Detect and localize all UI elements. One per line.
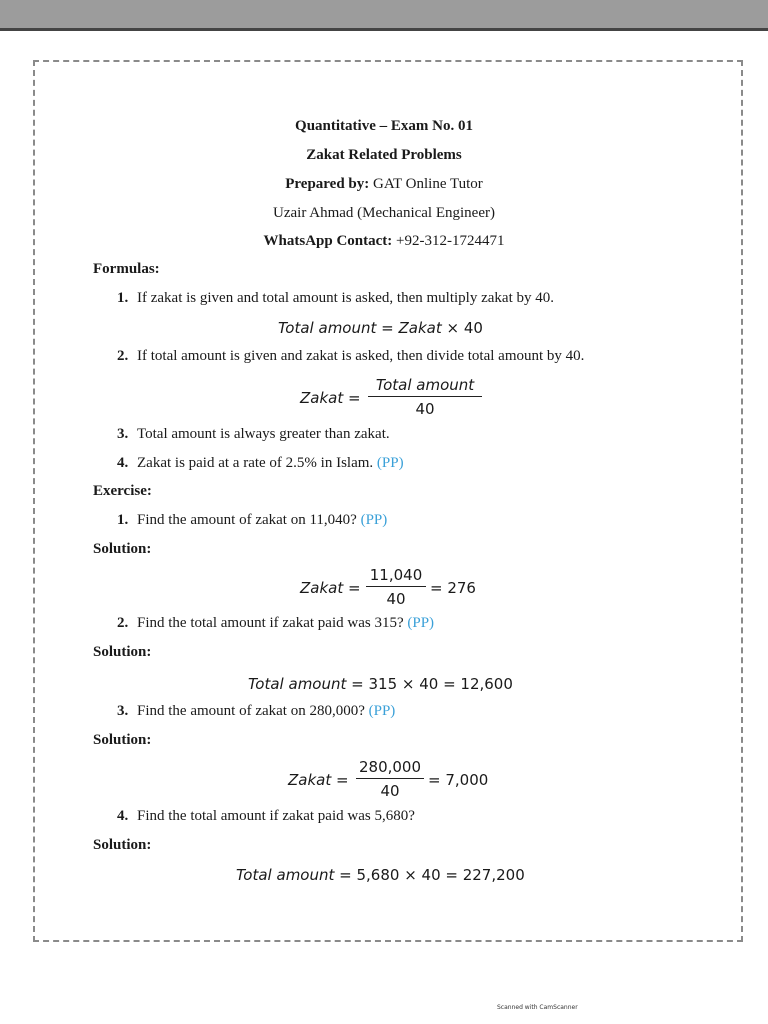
prepared-by-label: Prepared by:: [285, 176, 370, 192]
formula-text: Total amount is always greater than zakat.: [137, 426, 390, 442]
eq2-lhs-group: [300, 389, 361, 408]
eq-op: =: [376, 319, 399, 337]
eq-lhs: Total amount: [236, 866, 335, 884]
eq-lhs: Zakat: [300, 579, 344, 597]
eq-op: =: [343, 389, 361, 407]
formula-text: If total amount is given and zakat is asked, then divide total amount by 40.: [137, 348, 585, 364]
formula-text: If zakat is given and total amount is asked, then multiply zakat by 40.: [137, 290, 554, 306]
formula-item-2: [117, 348, 584, 365]
formula-item-1: [117, 290, 554, 307]
question-4: [117, 808, 415, 825]
fraction-denominator: 40: [386, 590, 406, 608]
list-number: 3.: [117, 703, 129, 719]
author-line: Uzair Ahmad (Mechanical Engineer): [273, 205, 495, 221]
eq-rhs: Zakat: [398, 319, 442, 337]
eq-lhs: Total amount: [248, 675, 347, 693]
fraction-denominator: 40: [380, 782, 400, 800]
eq-op: =: [331, 771, 349, 789]
fraction-numerator: 280,000: [356, 758, 424, 779]
question-text: Find the amount of zakat on 11,040?: [137, 512, 357, 528]
equation-total-from-zakat: [278, 319, 483, 338]
list-number: 4.: [117, 455, 129, 471]
question-text: Find the total amount if zakat paid was 315?: [137, 615, 404, 631]
list-number: 2.: [117, 615, 129, 631]
eq-lhs: Total amount: [278, 319, 377, 337]
prepared-by-line: [0, 176, 768, 193]
list-number: 1.: [117, 512, 129, 528]
eq-rest: = 5,680 × 40 = 227,200: [334, 866, 525, 884]
exercise-heading: Exercise:: [93, 483, 152, 499]
fraction-280000-over-40: [356, 758, 424, 800]
contact-value: +92-312-1724471: [392, 233, 505, 249]
pp-tag: (PP): [368, 703, 396, 719]
solution-label: Solution:: [93, 644, 152, 660]
answer-4-equation: [236, 866, 525, 885]
list-number: 4.: [117, 808, 129, 824]
contact-line: [0, 233, 768, 250]
formula-item-3: [117, 426, 390, 443]
eq-lhs: Zakat: [288, 771, 332, 789]
exam-title: Quantitative – Exam No. 01: [295, 118, 473, 134]
pp-tag: (PP): [407, 615, 435, 631]
fraction-11040-over-40: [366, 566, 426, 608]
fraction-numerator: 11,040: [366, 566, 426, 587]
list-number: 2.: [117, 348, 129, 364]
question-1: [117, 512, 387, 529]
solution-label: Solution:: [93, 541, 152, 557]
eq-tail: × 40: [441, 319, 483, 337]
fraction-numerator: Total amount: [368, 376, 482, 397]
question-text: Find the total amount if zakat paid was 5,680?: [137, 808, 415, 824]
question-text: Find the amount of zakat on 280,000?: [137, 703, 365, 719]
solution-label: Solution:: [93, 837, 152, 853]
answer-2-equation: [248, 675, 513, 694]
fraction-denominator: 40: [415, 400, 435, 418]
a3-lhs-group: [288, 771, 349, 790]
question-3: [117, 703, 395, 720]
fraction-total-over-40: [368, 376, 482, 418]
formula-text: Zakat is paid at a rate of 2.5% in Islam.: [137, 455, 374, 471]
contact-label: WhatsApp Contact:: [263, 233, 393, 249]
eq-op: =: [343, 579, 361, 597]
answer-1-result: = 276: [430, 579, 476, 597]
formula-item-4: [117, 455, 404, 472]
solution-label: Solution:: [93, 732, 152, 748]
pp-tag: (PP): [360, 512, 388, 528]
a1-lhs-group: [300, 579, 361, 598]
question-2: [117, 615, 434, 632]
list-number: 3.: [117, 426, 129, 442]
exam-subtitle: Zakat Related Problems: [306, 147, 462, 163]
pp-tag: (PP): [376, 455, 404, 471]
eq-rest: = 315 × 40 = 12,600: [346, 675, 513, 693]
answer-3-result: = 7,000: [428, 771, 489, 789]
prepared-by-value: GAT Online Tutor: [369, 176, 483, 192]
scan-top-bar: [0, 0, 768, 30]
scanner-watermark: Scanned with CamScanner: [497, 1004, 578, 1011]
eq-lhs: Zakat: [300, 389, 344, 407]
formulas-heading: Formulas:: [93, 261, 160, 277]
list-number: 1.: [117, 290, 129, 306]
